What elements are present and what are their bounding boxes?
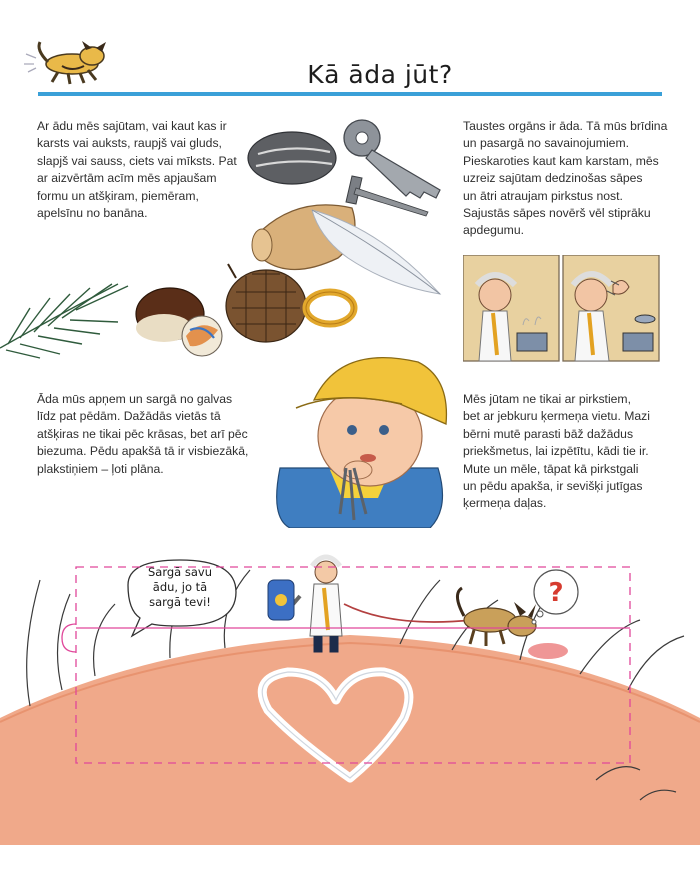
paragraph-body-parts: Mēs jūtam ne tikai ar pirkstiem, bet ar jebkuru ķermeņa vietu. Mazi bērni mutē parasti bāž dažādus priekšmetus, lai izpētītu, kādi tie ir. Mute un mēle, tāpat kā pirkstgali un pēdu apakša, ir sevišķi jutīgas ķermeņa daļas. (463, 392, 650, 511)
page-title: Kā āda jūt? (307, 60, 453, 89)
speech-bubble-text: Sargā savu ādu, jo tā sargā tevi! (147, 565, 212, 609)
skin-scene (0, 540, 700, 869)
dog-header-illustration (22, 38, 122, 88)
title-rule (38, 91, 662, 97)
paragraph-protection: Āda mūs apņem un sargā no galvas līdz pat pēdām. Dažādās vietās tā atšķiras ne tikai pēc krāsas, bet arī pēc biezuma. Pēdu apakšā tā ir visbiezākā, plakstiņiem – ļoti plāna. (37, 392, 249, 476)
boy-with-keys-illustration (250, 338, 470, 528)
hot-pot-comic (463, 255, 661, 363)
thought-question-mark: ? (548, 578, 564, 608)
paragraph-touch-organ: Taustes orgāns ir āda. Tā mūs brīdina un pasargā no savainojumiem. Pieskaroties kaut kam karstam, mēs uzreiz sajūtam dedzinošas sāpes un ātri atraujam pirkstus nost. Sajustās sāpes novērš vēl stiprāku apdegumu. (463, 119, 668, 238)
paragraph-senses: Ar ādu mēs sajūtam, vai kaut kas ir karsts vai auksts, raupjš vai gluds, slapjš vai sauss, ciets vai mīksts. Pat ar aizvērtām acīm mēs apjaušam formu un atšķiram, piemēram, apelsīnu no banāna. (37, 119, 237, 221)
